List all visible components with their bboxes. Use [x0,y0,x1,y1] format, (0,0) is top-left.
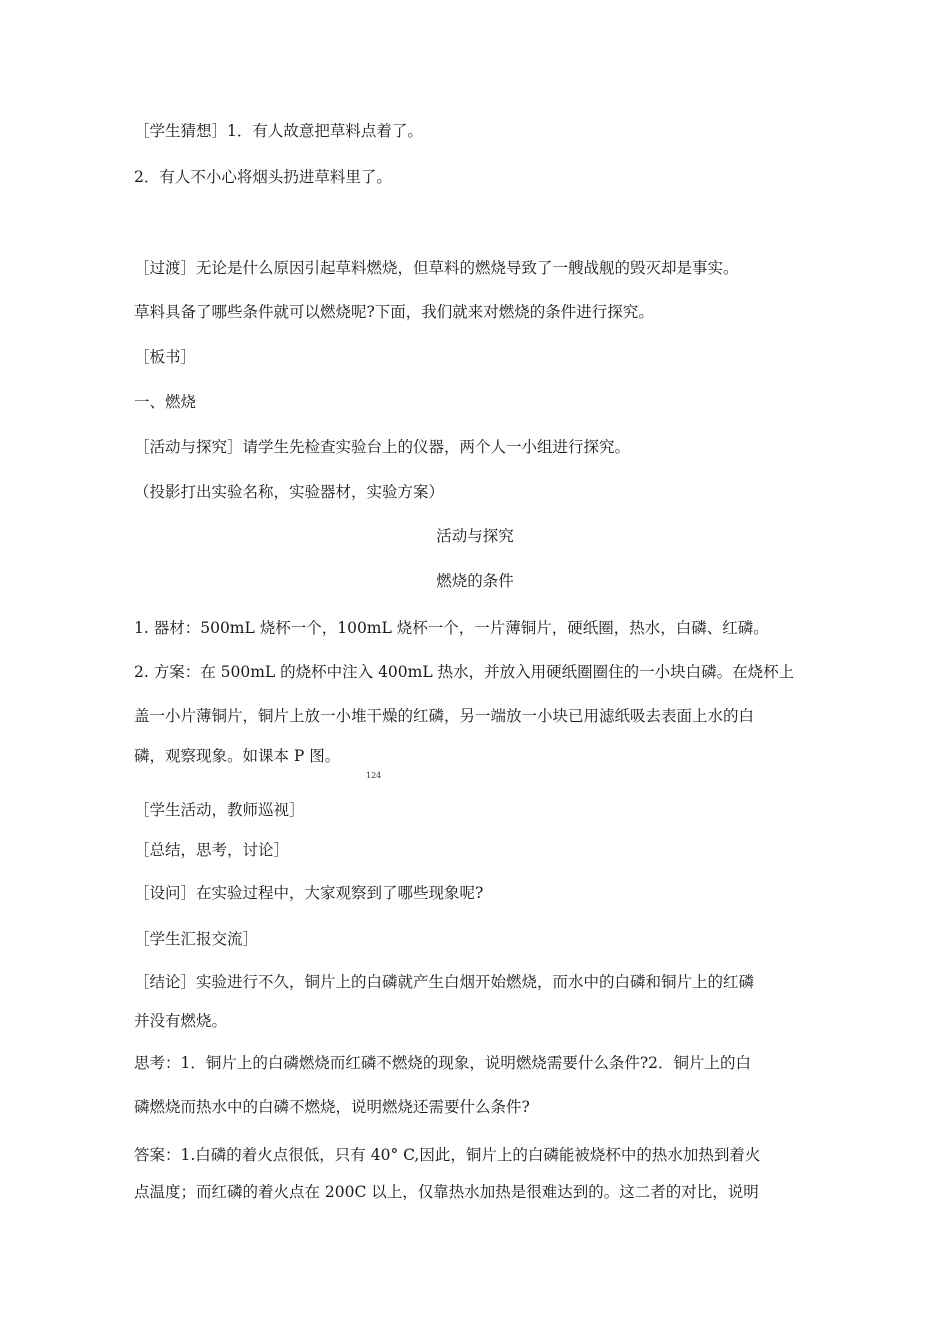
text-line: ［过渡］无论是什么原因引起草料燃烧，但草料的燃烧导致了一艘战舰的毁灭却是事实。 [134,259,739,277]
text-line: 1. 器材：500mL 烧杯一个，100mL 烧杯一个，一片薄铜片，硬纸圈，热水，白磷、红磷。 [134,619,769,637]
text-line: ［结论］实验进行不久，铜片上的白磷就产生白烟开始燃烧，而水中的白磷和铜片上的红磷 [134,973,755,991]
activity-title: 活动与探究 [436,527,514,545]
text-line: 思考：1．铜片上的白磷燃烧而红磷不燃烧的现象，说明燃烧需要什么条件?2．铜片上的白 [134,1054,752,1072]
text-line: 并没有燃烧。 [134,1012,228,1030]
activity-subtitle: 燃烧的条件 [436,572,514,590]
text-line: ［学生猜想］1．有人故意把草料点着了。 [134,122,423,140]
text-line: ［总结，思考，讨论］ [134,841,290,859]
text-line: ［学生汇报交流］ [134,930,259,948]
text-line: ［学生活动，教师巡视］ [134,801,305,819]
text-line: 盖一小片薄铜片，铜片上放一小堆干燥的红磷，另一端放一小块已用滤纸吸去表面上水的白 [134,707,755,725]
text-line: ［板书］ [134,348,197,366]
text-line: 草料具备了哪些条件就可以燃烧呢?下面，我们就来对燃烧的条件进行探究。 [134,303,654,321]
text-line: （投影打出实验名称，实验器材，实验方案） [134,483,445,501]
page-reference: 124 [366,771,382,780]
text-line: 磷燃烧而热水中的白磷不燃烧，说明燃烧还需要什么条件? [134,1098,530,1116]
text-line: 2. 方案：在 500mL 的烧杯中注入 400mL 热水，并放入用硬纸圈圈住的一小块白磷。在烧杯上 [134,663,795,681]
text-line: ［设问］在实验过程中，大家观察到了哪些现象呢? [134,884,484,902]
text-line: 2．有人不小心将烟头扔进草料里了。 [134,168,392,186]
text-line: 答案：1.白磷的着火点很低，只有 40° C,因此，铜片上的白磷能被烧杯中的热水加热到着火 [134,1146,761,1164]
text-line: 磷，观察现象。如课本 P 图。 [134,747,341,765]
section-heading: 一、燃烧 [134,393,197,411]
text-line: 点温度；而红磷的着火点在 200C 以上，仅靠热水加热是很难达到的。这二者的对比，说明 [134,1183,759,1201]
text-line: ［活动与探究］请学生先检查实验台上的仪器，两个人一小组进行探究。 [134,438,631,456]
